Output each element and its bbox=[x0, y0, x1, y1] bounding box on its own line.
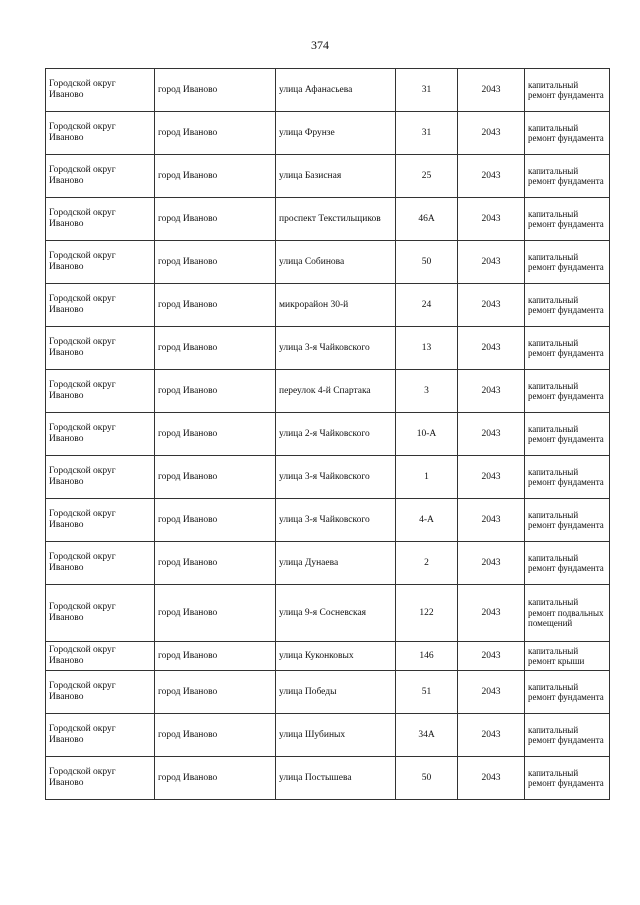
city-cell: город Иваново bbox=[155, 542, 276, 585]
city-cell: город Иваново bbox=[155, 714, 276, 757]
work-type-cell: капитальный ремонт фундамента bbox=[525, 456, 610, 499]
year-cell: 2043 bbox=[458, 585, 525, 642]
table-row bbox=[46, 327, 610, 370]
street-cell: улица Постышева bbox=[276, 757, 396, 800]
house-cell: 122 bbox=[396, 585, 458, 642]
year-cell: 2043 bbox=[458, 69, 525, 112]
table-row bbox=[46, 499, 610, 542]
table-row bbox=[46, 757, 610, 800]
work-type-cell: капитальный ремонт фундамента bbox=[525, 413, 610, 456]
house-cell: 50 bbox=[396, 757, 458, 800]
city-cell: город Иваново bbox=[155, 327, 276, 370]
work-type-cell: капитальный ремонт фундамента bbox=[525, 714, 610, 757]
street-cell: улица 3-я Чайковского bbox=[276, 499, 396, 542]
work-type-cell: капитальный ремонт фундамента bbox=[525, 542, 610, 585]
street-cell: улица Куконковых bbox=[276, 642, 396, 671]
house-cell: 25 bbox=[396, 155, 458, 198]
work-type-cell: капитальный ремонт фундамента bbox=[525, 241, 610, 284]
year-cell: 2043 bbox=[458, 198, 525, 241]
house-cell: 51 bbox=[396, 671, 458, 714]
year-cell: 2043 bbox=[458, 714, 525, 757]
year-cell: 2043 bbox=[458, 499, 525, 542]
street-cell: улица Шубиных bbox=[276, 714, 396, 757]
street-cell: улица Афанасьева bbox=[276, 69, 396, 112]
city-cell: город Иваново bbox=[155, 241, 276, 284]
city-cell: город Иваново bbox=[155, 585, 276, 642]
district-cell: Городской округ Иваново bbox=[46, 585, 155, 642]
house-cell: 4-А bbox=[396, 499, 458, 542]
city-cell: город Иваново bbox=[155, 642, 276, 671]
work-type-cell: капитальный ремонт фундамента bbox=[525, 370, 610, 413]
house-cell: 146 bbox=[396, 642, 458, 671]
year-cell: 2043 bbox=[458, 370, 525, 413]
work-type-cell: капитальный ремонт фундамента bbox=[525, 198, 610, 241]
district-cell: Городской округ Иваново bbox=[46, 499, 155, 542]
city-cell: город Иваново bbox=[155, 198, 276, 241]
city-cell: город Иваново bbox=[155, 413, 276, 456]
work-type-cell: капитальный ремонт фундамента bbox=[525, 69, 610, 112]
year-cell: 2043 bbox=[458, 241, 525, 284]
house-cell: 24 bbox=[396, 284, 458, 327]
street-cell: проспект Текстильщиков bbox=[276, 198, 396, 241]
table-row bbox=[46, 69, 610, 112]
district-cell: Городской округ Иваново bbox=[46, 198, 155, 241]
year-cell: 2043 bbox=[458, 284, 525, 327]
house-cell: 46А bbox=[396, 198, 458, 241]
district-cell: Городской округ Иваново bbox=[46, 112, 155, 155]
house-cell: 34А bbox=[396, 714, 458, 757]
district-cell: Городской округ Иваново bbox=[46, 155, 155, 198]
table-row bbox=[46, 671, 610, 714]
work-type-cell: капитальный ремонт фундамента bbox=[525, 112, 610, 155]
year-cell: 2043 bbox=[458, 542, 525, 585]
table-row bbox=[46, 542, 610, 585]
year-cell: 2043 bbox=[458, 456, 525, 499]
year-cell: 2043 bbox=[458, 757, 525, 800]
year-cell: 2043 bbox=[458, 327, 525, 370]
district-cell: Городской округ Иваново bbox=[46, 284, 155, 327]
house-cell: 31 bbox=[396, 69, 458, 112]
street-cell: переулок 4-й Спартака bbox=[276, 370, 396, 413]
table-row bbox=[46, 456, 610, 499]
city-cell: город Иваново bbox=[155, 284, 276, 327]
table-row bbox=[46, 284, 610, 327]
street-cell: улица Фрунзе bbox=[276, 112, 396, 155]
year-cell: 2043 bbox=[458, 671, 525, 714]
district-cell: Городской округ Иваново bbox=[46, 671, 155, 714]
year-cell: 2043 bbox=[458, 413, 525, 456]
city-cell: город Иваново bbox=[155, 155, 276, 198]
house-cell: 3 bbox=[396, 370, 458, 413]
street-cell: улица Собинова bbox=[276, 241, 396, 284]
district-cell: Городской округ Иваново bbox=[46, 413, 155, 456]
district-cell: Городской округ Иваново bbox=[46, 714, 155, 757]
table-row bbox=[46, 413, 610, 456]
district-cell: Городской округ Иваново bbox=[46, 327, 155, 370]
street-cell: улица Дунаева bbox=[276, 542, 396, 585]
city-cell: город Иваново bbox=[155, 69, 276, 112]
district-cell: Городской округ Иваново bbox=[46, 456, 155, 499]
house-cell: 10-А bbox=[396, 413, 458, 456]
city-cell: город Иваново bbox=[155, 456, 276, 499]
table-row bbox=[46, 112, 610, 155]
street-cell: улица Победы bbox=[276, 671, 396, 714]
city-cell: город Иваново bbox=[155, 757, 276, 800]
house-cell: 13 bbox=[396, 327, 458, 370]
house-cell: 2 bbox=[396, 542, 458, 585]
city-cell: город Иваново bbox=[155, 499, 276, 542]
table-row bbox=[46, 370, 610, 413]
table-row bbox=[46, 714, 610, 757]
street-cell: улица 9-я Сосневская bbox=[276, 585, 396, 642]
table-row bbox=[46, 198, 610, 241]
work-type-cell: капитальный ремонт фундамента bbox=[525, 155, 610, 198]
district-cell: Городской округ Иваново bbox=[46, 69, 155, 112]
street-cell: микрорайон 30-й bbox=[276, 284, 396, 327]
house-cell: 31 bbox=[396, 112, 458, 155]
house-cell: 50 bbox=[396, 241, 458, 284]
work-type-cell: капитальный ремонт фундамента bbox=[525, 671, 610, 714]
work-type-cell: капитальный ремонт крыши bbox=[525, 642, 610, 671]
district-cell: Городской округ Иваново bbox=[46, 542, 155, 585]
work-type-cell: капитальный ремонт фундамента bbox=[525, 284, 610, 327]
repair-schedule-table bbox=[45, 68, 610, 800]
year-cell: 2043 bbox=[458, 112, 525, 155]
district-cell: Городской округ Иваново bbox=[46, 370, 155, 413]
year-cell: 2043 bbox=[458, 642, 525, 671]
city-cell: город Иваново bbox=[155, 671, 276, 714]
table-row bbox=[46, 642, 610, 671]
city-cell: город Иваново bbox=[155, 112, 276, 155]
work-type-cell: капитальный ремонт фундамента bbox=[525, 499, 610, 542]
city-cell: город Иваново bbox=[155, 370, 276, 413]
street-cell: улица 3-я Чайковского bbox=[276, 327, 396, 370]
street-cell: улица 3-я Чайковского bbox=[276, 456, 396, 499]
year-cell: 2043 bbox=[458, 155, 525, 198]
work-type-cell: капитальный ремонт фундамента bbox=[525, 757, 610, 800]
district-cell: Городской округ Иваново bbox=[46, 642, 155, 671]
work-type-cell: капитальный ремонт подвальных помещений bbox=[525, 585, 610, 642]
table-row bbox=[46, 155, 610, 198]
street-cell: улица 2-я Чайковского bbox=[276, 413, 396, 456]
table-row bbox=[46, 241, 610, 284]
district-cell: Городской округ Иваново bbox=[46, 241, 155, 284]
work-type-cell: капитальный ремонт фундамента bbox=[525, 327, 610, 370]
page-number: 374 bbox=[311, 38, 329, 52]
street-cell: улица Базисная bbox=[276, 155, 396, 198]
house-cell: 1 bbox=[396, 456, 458, 499]
table-row bbox=[46, 585, 610, 642]
district-cell: Городской округ Иваново bbox=[46, 757, 155, 800]
